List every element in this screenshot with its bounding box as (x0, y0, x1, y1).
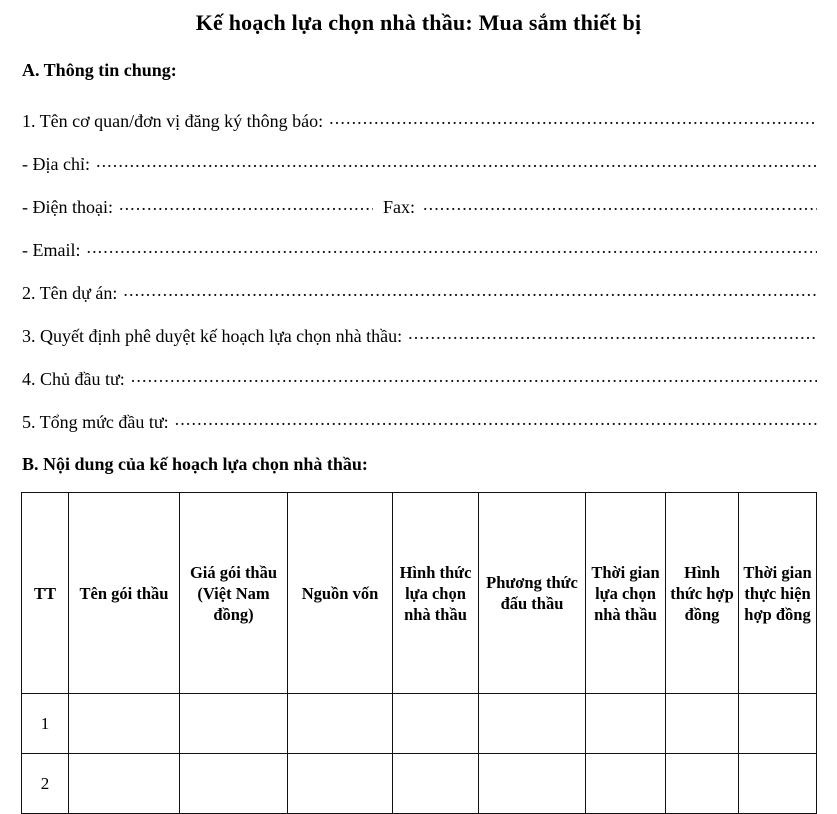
column-header-execution-time: Thời gian thực hiện hợp đồng (739, 493, 817, 694)
column-header-bidding-method: Phương thức đấu thầu (479, 493, 586, 694)
section-b-heading: B. Nội dung của kế hoạch lựa chọn nhà thầu: (22, 454, 368, 474)
cell-funding-source[interactable] (288, 694, 393, 754)
cell-bidding-method[interactable] (479, 694, 586, 754)
cell-execution-time[interactable] (739, 694, 817, 754)
cell-selection-time[interactable] (586, 754, 666, 814)
cell-package-price[interactable] (180, 694, 288, 754)
fill-blank-phone[interactable] (119, 194, 373, 214)
form-label-phone: - Điện thoại: (22, 197, 113, 217)
form-label-email: - Email: (22, 240, 81, 260)
form-label-address: - Địa chỉ: (22, 154, 90, 174)
cell-tt: 2 (22, 754, 69, 814)
bidding-plan-table (21, 492, 817, 814)
form-line-project-name (22, 280, 817, 306)
page-title: Kế hoạch lựa chọn nhà thầu: Mua sắm thiết bị (195, 10, 642, 35)
fill-blank-project-name[interactable] (123, 280, 817, 300)
fill-blank-approval-decision[interactable] (408, 323, 817, 343)
form-label-approval-decision: 3. Quyết định phê duyệt kế hoạch lựa chọn nhà thầu: (22, 326, 403, 346)
column-header-package-name: Tên gói thầu (69, 493, 180, 694)
form-label-project-name: 2. Tên dự án: (22, 283, 118, 303)
fill-blank-investor[interactable] (131, 366, 817, 386)
fill-blank-fax[interactable] (423, 194, 817, 214)
table-row (22, 754, 817, 814)
column-header-package-price: Giá gói thầu (Việt Nam đồng) (180, 493, 288, 694)
cell-contract-form[interactable] (666, 694, 739, 754)
column-header-funding-source: Nguồn vốn (288, 493, 393, 694)
cell-funding-source[interactable] (288, 754, 393, 814)
form-line-approval-decision (22, 323, 817, 349)
cell-package-name[interactable] (69, 694, 180, 754)
cell-bidding-method[interactable] (479, 754, 586, 814)
form-label-agency-name: 1. Tên cơ quan/đơn vị đăng ký thông báo: (22, 111, 324, 131)
cell-selection-form[interactable] (393, 754, 479, 814)
column-header-tt: TT (22, 493, 69, 694)
cell-package-name[interactable] (69, 754, 180, 814)
form-label-investor: 4. Chủ đầu tư: (22, 369, 125, 389)
cell-selection-form[interactable] (393, 694, 479, 754)
column-header-selection-time: Thời gian lựa chọn nhà thầu (586, 493, 666, 694)
column-header-selection-form: Hình thức lựa chọn nhà thầu (393, 493, 479, 694)
cell-selection-time[interactable] (586, 694, 666, 754)
form-line-investor (22, 366, 817, 392)
form-label-fax: Fax: (382, 197, 415, 217)
cell-package-price[interactable] (180, 754, 288, 814)
cell-tt: 1 (22, 694, 69, 754)
table-header-row (22, 493, 817, 694)
fill-blank-email[interactable] (86, 237, 817, 257)
form-line-phone-fax (22, 194, 817, 220)
form-line-agency-name (22, 108, 817, 134)
fill-blank-address[interactable] (96, 151, 817, 171)
form-line-total-investment (22, 409, 817, 435)
form-label-total-investment: 5. Tổng mức đầu tư: (22, 412, 169, 432)
fill-blank-agency-name[interactable] (329, 108, 817, 128)
column-header-contract-form: Hình thức hợp đồng (666, 493, 739, 694)
form-line-email (22, 237, 817, 263)
table-row (22, 694, 817, 754)
cell-contract-form[interactable] (666, 754, 739, 814)
form-line-address (22, 151, 817, 177)
fill-blank-total-investment[interactable] (175, 409, 817, 429)
section-a-heading: A. Thông tin chung: (22, 60, 177, 80)
cell-execution-time[interactable] (739, 754, 817, 814)
